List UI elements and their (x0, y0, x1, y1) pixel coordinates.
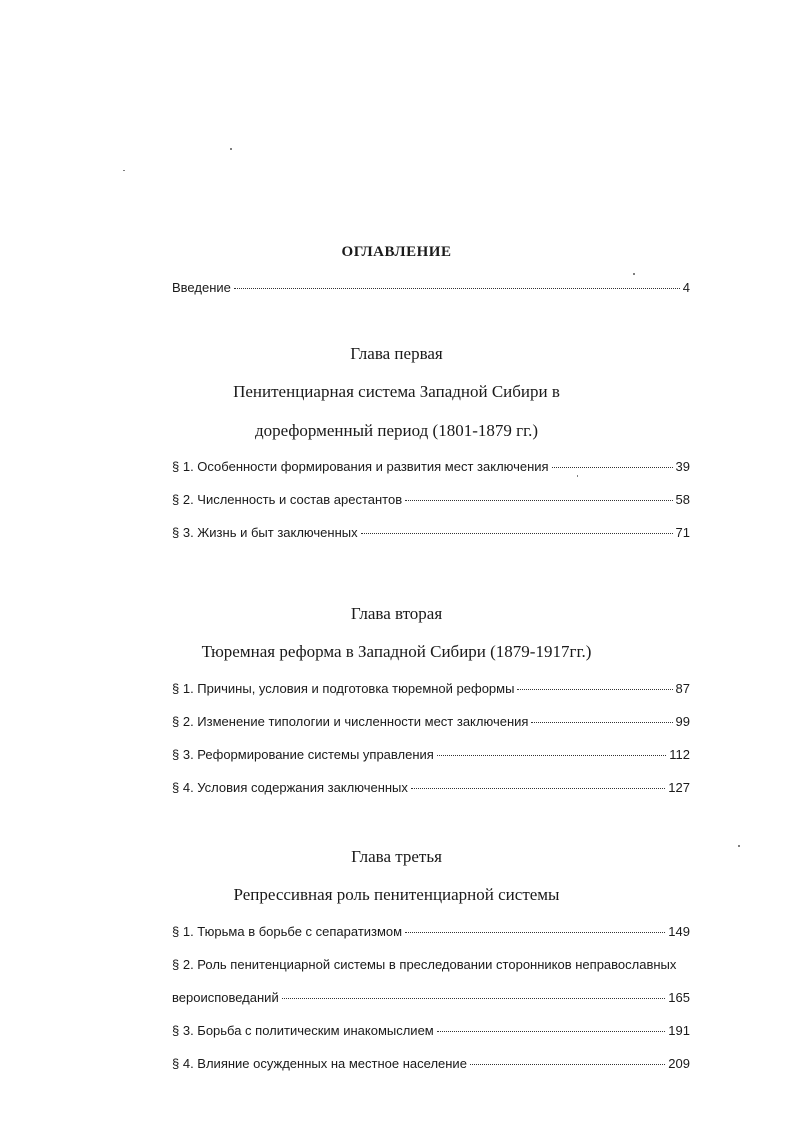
entry-label: § 3. Жизнь и быт заключенных (172, 525, 358, 540)
chapter-3-title: Репрессивная роль пенитенциарной системы (233, 885, 560, 904)
toc-entry-ch3-s4[interactable] (172, 1056, 690, 1071)
entry-page: 112 (669, 747, 690, 762)
entry-label: Введение (172, 280, 231, 295)
toc-entry-ch2-s2[interactable] (172, 714, 690, 729)
dot-leader (234, 287, 680, 289)
entry-label: § 1. Тюрьма в борьбе с сепаратизмом (172, 924, 403, 939)
entry-page: 165 (668, 990, 690, 1005)
entry-page: 39 (675, 459, 690, 474)
entry-page: 191 (668, 1023, 690, 1038)
dot-leader (405, 931, 665, 933)
entry-label: § 2. Изменение типологии и численности мест заключения (172, 714, 529, 729)
entry-label: § 4. Условия содержания заключенных (172, 780, 408, 795)
chapter-1-title-line2: дореформенный период (1801-1879 гг.) (254, 421, 539, 440)
chapter-3-label: Глава третья (351, 847, 442, 866)
chapter-1-title-line1: Пенитенциарная система Западной Сибири в (233, 382, 560, 401)
chapter-2-label: Глава вторая (350, 604, 443, 623)
dot-leader (470, 1063, 665, 1065)
entry-label: § 3. Реформирование системы управления (172, 747, 434, 762)
dot-leader (405, 499, 672, 501)
scan-speck (123, 170, 125, 171)
entry-label: § 3. Борьба с политическим инакомыслием (172, 1023, 434, 1038)
toc-entry-ch2-s4[interactable] (172, 780, 690, 795)
chapter-1-label: Глава первая (350, 344, 443, 363)
dot-leader (437, 754, 666, 756)
entry-page: 209 (668, 1056, 690, 1071)
entry-page: 87 (675, 681, 690, 696)
entry-page: 99 (675, 714, 690, 729)
toc-entry-ch1-s3[interactable] (172, 525, 690, 540)
scan-speck (577, 475, 578, 477)
dot-leader (361, 532, 673, 534)
entry-label: § 2. Численность и состав арестантов (172, 492, 403, 507)
toc-entry-ch3-s1[interactable] (172, 924, 690, 939)
scan-speck (633, 273, 635, 275)
dot-leader (437, 1030, 666, 1032)
entry-label: § 1. Причины, условия и подготовка тюремной реформы (172, 681, 515, 696)
dot-leader (282, 997, 666, 999)
toc-title: ОГЛАВЛЕНИЕ (341, 244, 452, 260)
entry-label: § 1. Особенности формирования и развития мест заключения (172, 459, 549, 474)
toc-entry-ch3-s2-line1[interactable]: § 2. Роль пенитенциарной системы в преследовании сторонников неправославных (172, 957, 677, 972)
entry-page: 71 (675, 525, 690, 540)
toc-entry-intro[interactable] (172, 280, 690, 295)
entry-page: 149 (668, 924, 690, 939)
toc-entry-ch1-s2[interactable] (172, 492, 690, 507)
scan-speck (230, 148, 232, 150)
entry-page: 4 (682, 280, 690, 295)
dot-leader (531, 721, 672, 723)
entry-page: 58 (675, 492, 690, 507)
dot-leader (552, 466, 673, 468)
toc-entry-ch2-s1[interactable] (172, 681, 690, 696)
entry-page: 127 (668, 780, 690, 795)
dot-leader (411, 787, 665, 789)
toc-entry-ch1-s1[interactable] (172, 459, 690, 474)
entry-label: вероисповеданий (172, 990, 279, 1005)
entry-label: § 4. Влияние осужденных на местное население (172, 1056, 467, 1071)
toc-entry-ch3-s2[interactable] (172, 990, 690, 1005)
chapter-2-title: Тюремная реформа в Западной Сибири (1879-1917гг.) (201, 642, 592, 661)
toc-entry-ch2-s3[interactable] (172, 747, 690, 762)
dot-leader (517, 688, 672, 690)
toc-entry-ch3-s3[interactable] (172, 1023, 690, 1038)
